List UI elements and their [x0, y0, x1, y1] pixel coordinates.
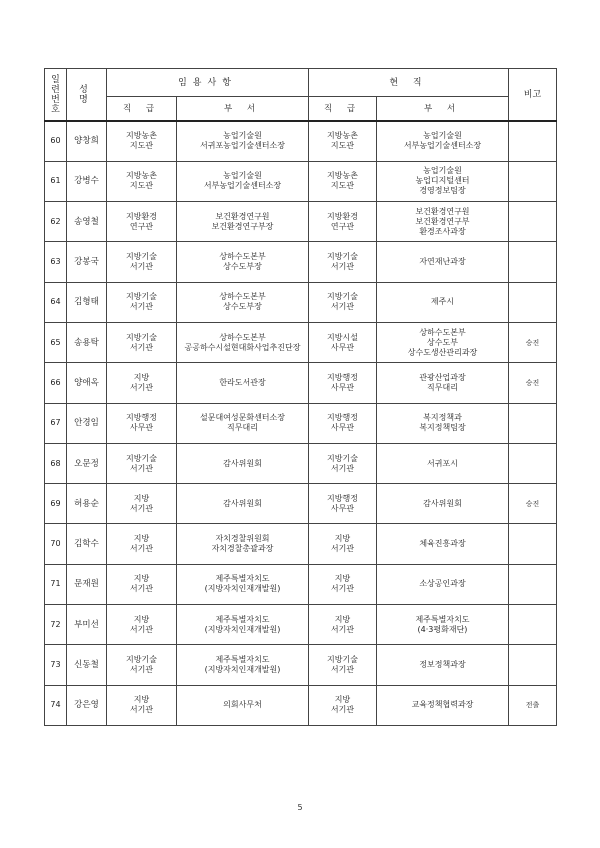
personnel-table — [44, 68, 557, 726]
header-row-sub — [45, 97, 557, 122]
serial-cell: 69 — [45, 484, 67, 524]
appointment-dept-cell: 제주특별자치도 (지방자치인재개발원) — [177, 564, 309, 604]
header-current-grade: 직 급 — [309, 97, 377, 122]
header-remarks: 비고 — [509, 69, 557, 122]
appointment-dept-cell: 제주특별자치도 (지방자치인재개발원) — [177, 645, 309, 685]
appointment-dept-cell: 의회사무처 — [177, 685, 309, 725]
table-row — [45, 443, 557, 483]
remarks-cell — [509, 202, 557, 242]
current-grade-cell: 지방 서기관 — [309, 605, 377, 645]
current-dept-cell: 농업기술원 농업디지털센터 경영정보팀장 — [377, 161, 509, 201]
header-current-dept: 부 서 — [377, 97, 509, 122]
name-cell: 신동철 — [67, 645, 107, 685]
serial-cell: 60 — [45, 121, 67, 161]
appointment-grade-cell: 지방기술 서기관 — [107, 443, 177, 483]
current-grade-cell: 지방기술 서기관 — [309, 282, 377, 322]
header-current: 현 직 — [309, 69, 509, 97]
appointment-grade-cell: 지방기술 서기관 — [107, 282, 177, 322]
appointment-grade-cell: 지방환경 연구관 — [107, 202, 177, 242]
appointment-grade-cell: 지방기술 서기관 — [107, 322, 177, 362]
table-row — [45, 564, 557, 604]
table-row — [45, 524, 557, 564]
remarks-cell: 승진 — [509, 322, 557, 362]
serial-cell: 62 — [45, 202, 67, 242]
appointment-dept-cell: 감사위원회 — [177, 484, 309, 524]
table-row — [45, 121, 557, 161]
name-cell: 문재원 — [67, 564, 107, 604]
serial-cell: 67 — [45, 403, 67, 443]
remarks-cell — [509, 403, 557, 443]
appointment-grade-cell: 지방농촌 지도관 — [107, 121, 177, 161]
header-appointment-grade: 직 급 — [107, 97, 177, 122]
appointment-dept-cell: 설문대여성문화센터소장 직무대리 — [177, 403, 309, 443]
table-row — [45, 484, 557, 524]
appointment-grade-cell: 지방 서기관 — [107, 363, 177, 403]
table-row — [45, 322, 557, 362]
appointment-dept-cell: 상하수도본부 상수도부장 — [177, 282, 309, 322]
current-dept-cell: 체육진흥과장 — [377, 524, 509, 564]
name-cell: 오문정 — [67, 443, 107, 483]
name-cell: 송용탁 — [67, 322, 107, 362]
name-cell: 허용순 — [67, 484, 107, 524]
current-grade-cell: 지방행정 사무관 — [309, 403, 377, 443]
remarks-cell — [509, 443, 557, 483]
name-cell: 송영철 — [67, 202, 107, 242]
current-grade-cell: 지방농촌 지도관 — [309, 161, 377, 201]
header-appointment: 임용사항 — [107, 69, 309, 97]
appointment-dept-cell: 감사위원회 — [177, 443, 309, 483]
current-dept-cell: 상하수도본부 상수도부 상수도생산관리과장 — [377, 322, 509, 362]
table-row — [45, 685, 557, 725]
remarks-cell: 승진 — [509, 363, 557, 403]
current-dept-cell: 제주특별자치도 (4·3평화재단) — [377, 605, 509, 645]
current-grade-cell: 지방행정 사무관 — [309, 484, 377, 524]
current-grade-cell: 지방시설 사무관 — [309, 322, 377, 362]
appointment-grade-cell: 지방기술 서기관 — [107, 645, 177, 685]
remarks-cell — [509, 282, 557, 322]
current-dept-cell: 소상공인과장 — [377, 564, 509, 604]
serial-cell: 65 — [45, 322, 67, 362]
current-grade-cell: 지방기술 서기관 — [309, 443, 377, 483]
current-grade-cell: 지방기술 서기관 — [309, 645, 377, 685]
current-dept-cell: 관광산업과장 직무대리 — [377, 363, 509, 403]
header-appointment-dept: 부 서 — [177, 97, 309, 122]
serial-cell: 66 — [45, 363, 67, 403]
current-grade-cell: 지방행정 사무관 — [309, 363, 377, 403]
appointment-dept-cell: 제주특별자치도 (지방자치인재개발원) — [177, 605, 309, 645]
appointment-dept-cell: 보건환경연구원 보건환경연구부장 — [177, 202, 309, 242]
appointment-dept-cell: 농업기술원 서귀포농업기술센터소장 — [177, 121, 309, 161]
current-grade-cell: 지방환경 연구관 — [309, 202, 377, 242]
remarks-cell — [509, 605, 557, 645]
header-name: 성 명 — [67, 69, 107, 122]
remarks-cell: 전출 — [509, 685, 557, 725]
header-row-top — [45, 69, 557, 97]
current-grade-cell: 지방 서기관 — [309, 685, 377, 725]
name-cell: 양애옥 — [67, 363, 107, 403]
appointment-grade-cell: 지방행정 사무관 — [107, 403, 177, 443]
page-number: 5 — [297, 803, 303, 812]
name-cell: 양창희 — [67, 121, 107, 161]
remarks-cell — [509, 161, 557, 201]
appointment-grade-cell: 지방 서기관 — [107, 605, 177, 645]
current-dept-cell: 보건환경연구원 보건환경연구부 환경조사과장 — [377, 202, 509, 242]
table-row — [45, 363, 557, 403]
serial-cell: 64 — [45, 282, 67, 322]
current-dept-cell: 서귀포시 — [377, 443, 509, 483]
name-cell: 강병수 — [67, 161, 107, 201]
current-dept-cell: 농업기술원 서부농업기술센터소장 — [377, 121, 509, 161]
table-row — [45, 202, 557, 242]
appointment-grade-cell: 지방농촌 지도관 — [107, 161, 177, 201]
appointment-dept-cell: 자치경찰위원회 자치경찰총괄과장 — [177, 524, 309, 564]
remarks-cell — [509, 121, 557, 161]
current-grade-cell: 지방기술 서기관 — [309, 242, 377, 282]
appointment-dept-cell: 상하수도본부 상수도부장 — [177, 242, 309, 282]
appointment-dept-cell: 한라도서관장 — [177, 363, 309, 403]
appointment-grade-cell: 지방 서기관 — [107, 685, 177, 725]
current-dept-cell: 교육정책협력과장 — [377, 685, 509, 725]
table-body — [45, 121, 557, 725]
appointment-dept-cell: 상하수도본부 공공하수시설현대화사업추진단장 — [177, 322, 309, 362]
table-row — [45, 605, 557, 645]
serial-cell: 71 — [45, 564, 67, 604]
remarks-cell — [509, 645, 557, 685]
name-cell: 강은영 — [67, 685, 107, 725]
appointment-grade-cell: 지방 서기관 — [107, 564, 177, 604]
appointment-grade-cell: 지방 서기관 — [107, 484, 177, 524]
serial-cell: 73 — [45, 645, 67, 685]
remarks-cell — [509, 564, 557, 604]
current-grade-cell: 지방농촌 지도관 — [309, 121, 377, 161]
appointment-grade-cell: 지방 서기관 — [107, 524, 177, 564]
name-cell: 강봉국 — [67, 242, 107, 282]
header-serial: 일련번호 — [45, 69, 67, 122]
serial-cell: 74 — [45, 685, 67, 725]
name-cell: 부미선 — [67, 605, 107, 645]
current-grade-cell: 지방 서기관 — [309, 524, 377, 564]
serial-cell: 63 — [45, 242, 67, 282]
current-grade-cell: 지방 서기관 — [309, 564, 377, 604]
table-row — [45, 161, 557, 201]
current-dept-cell: 감사위원회 — [377, 484, 509, 524]
table-row — [45, 242, 557, 282]
current-dept-cell: 복지정책과 복지정책팀장 — [377, 403, 509, 443]
serial-cell: 72 — [45, 605, 67, 645]
serial-cell: 61 — [45, 161, 67, 201]
remarks-cell: 승진 — [509, 484, 557, 524]
table-row — [45, 403, 557, 443]
name-cell: 김학수 — [67, 524, 107, 564]
serial-cell: 70 — [45, 524, 67, 564]
remarks-cell — [509, 524, 557, 564]
table-row — [45, 645, 557, 685]
name-cell: 김형태 — [67, 282, 107, 322]
name-cell: 안경임 — [67, 403, 107, 443]
serial-cell: 68 — [45, 443, 67, 483]
table-row — [45, 282, 557, 322]
remarks-cell — [509, 242, 557, 282]
appointment-dept-cell: 농업기술원 서부농업기술센터소장 — [177, 161, 309, 201]
appointment-grade-cell: 지방기술 서기관 — [107, 242, 177, 282]
current-dept-cell: 자연재난과장 — [377, 242, 509, 282]
current-dept-cell: 제주시 — [377, 282, 509, 322]
current-dept-cell: 정보정책과장 — [377, 645, 509, 685]
